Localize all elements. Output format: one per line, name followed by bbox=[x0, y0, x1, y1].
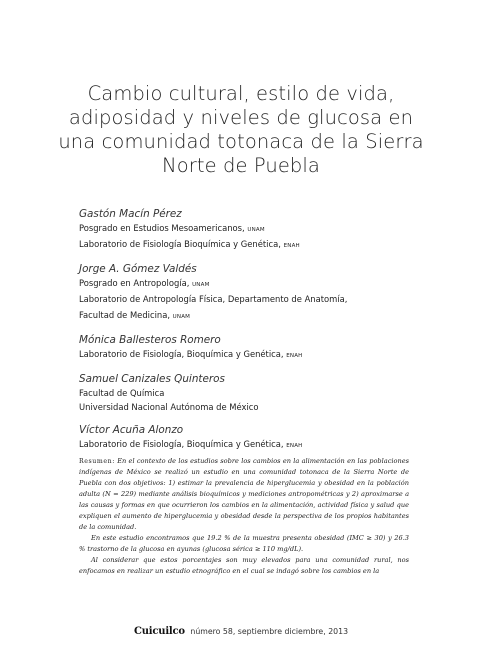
institution-abbrev: UNAM bbox=[192, 282, 210, 288]
affiliation-text: Laboratorio de Fisiología, Bioquímica y Genética, bbox=[79, 349, 287, 359]
affiliation-text: Universidad Nacional Autónoma de México bbox=[79, 402, 259, 412]
affiliation-text: Facultad de Medicina, bbox=[79, 310, 173, 320]
author-name: Víctor Acuña Alonzo bbox=[79, 424, 184, 436]
author-block bbox=[79, 262, 409, 324]
affiliation bbox=[79, 347, 409, 363]
affiliation-text: Laboratorio de Antropología Física, Departamento de Anatomía, bbox=[79, 294, 348, 304]
abstract-label: Resumen: bbox=[79, 458, 115, 465]
institution-abbrev: ENAH bbox=[286, 353, 303, 359]
institution-abbrev: UNAM bbox=[247, 227, 265, 233]
affiliation bbox=[79, 400, 409, 414]
title-line: una comunidad totonaca de la Sierra bbox=[58, 130, 424, 153]
journal-logo: Cuicuilco bbox=[133, 626, 185, 637]
author-block bbox=[79, 333, 409, 363]
affiliation bbox=[79, 292, 409, 308]
abstract-paragraph: Al considerar que estos porcentajes son muy elevados para una comunidad rural, nos enfocamos en realizar un estudio etnográfico en el cual se indagó sobre los cambios en la bbox=[79, 556, 409, 575]
affiliation-text: Laboratorio de Fisiología Bioquímica y Genética, bbox=[79, 239, 284, 249]
title-line: Cambio cultural, estilo de vida, bbox=[87, 82, 395, 105]
affiliation bbox=[79, 437, 409, 453]
affiliation bbox=[79, 308, 409, 324]
affiliation bbox=[79, 276, 409, 292]
affiliation-text: Facultad de Química bbox=[79, 388, 165, 398]
affiliation bbox=[79, 386, 409, 400]
affiliation-text: Laboratorio de Fisiología, Bioquímica y Genética, bbox=[79, 439, 287, 449]
affiliation-text: Posgrado en Antropología, bbox=[79, 278, 193, 288]
institution-abbrev: UNAM bbox=[172, 314, 191, 320]
institution-abbrev: ENAH bbox=[286, 443, 303, 449]
author-name: Jorge A. Gómez Valdés bbox=[79, 263, 197, 275]
title-line: Norte de Puebla bbox=[162, 154, 320, 177]
page-footer bbox=[0, 626, 482, 637]
affiliation bbox=[79, 221, 409, 237]
author-name: Samuel Canizales Quinteros bbox=[79, 373, 225, 385]
institution-abbrev: ENAH bbox=[283, 243, 300, 249]
abstract bbox=[79, 456, 409, 577]
author-name: Gastón Macín Pérez bbox=[79, 208, 182, 220]
affiliation bbox=[79, 237, 409, 253]
author-list bbox=[79, 207, 409, 462]
abstract-text: En el contexto de los estudios sobre los cambios en la alimentación en las poblaciones indígenas de México se realizó un estudio en una comunidad totonaca de la Sierra Norte de Puebla con dos objetivos: 1) estimar la prevalencia de hiperglucemia y obesidad en la población adulta (N = 229) mediante análisis bioquímicos y mediciones antropométricas y 2) aproximarse a las causas y formas en que ocurrieron los cambios en la alimentación, actividad física y salud que expliquen el aumento de hiperglucemia y obesidad desde la perspectiva de los propios habitantes de la comunidad. bbox=[79, 457, 409, 531]
article-title bbox=[40, 82, 442, 178]
author-block bbox=[79, 207, 409, 253]
abstract-paragraph bbox=[79, 456, 409, 533]
author-block bbox=[79, 423, 409, 453]
author-name: Mónica Ballesteros Romero bbox=[79, 334, 221, 346]
affiliation-text: Posgrado en Estudios Mesoamericanos, bbox=[79, 223, 248, 233]
abstract-paragraph: En este estudio encontramos que 19.2 % de la muestra presenta obesidad (IMC ≥ 30) y 26.3 % trastorno de la glucosa en ayunas (glucosa sérica ≥ 110 mg/dL). bbox=[79, 534, 409, 553]
issue-info: número 58, septiembre diciembre, 2013 bbox=[190, 627, 349, 636]
title-line: adiposidad y niveles de glucosa en bbox=[68, 106, 414, 129]
author-block bbox=[79, 372, 409, 414]
